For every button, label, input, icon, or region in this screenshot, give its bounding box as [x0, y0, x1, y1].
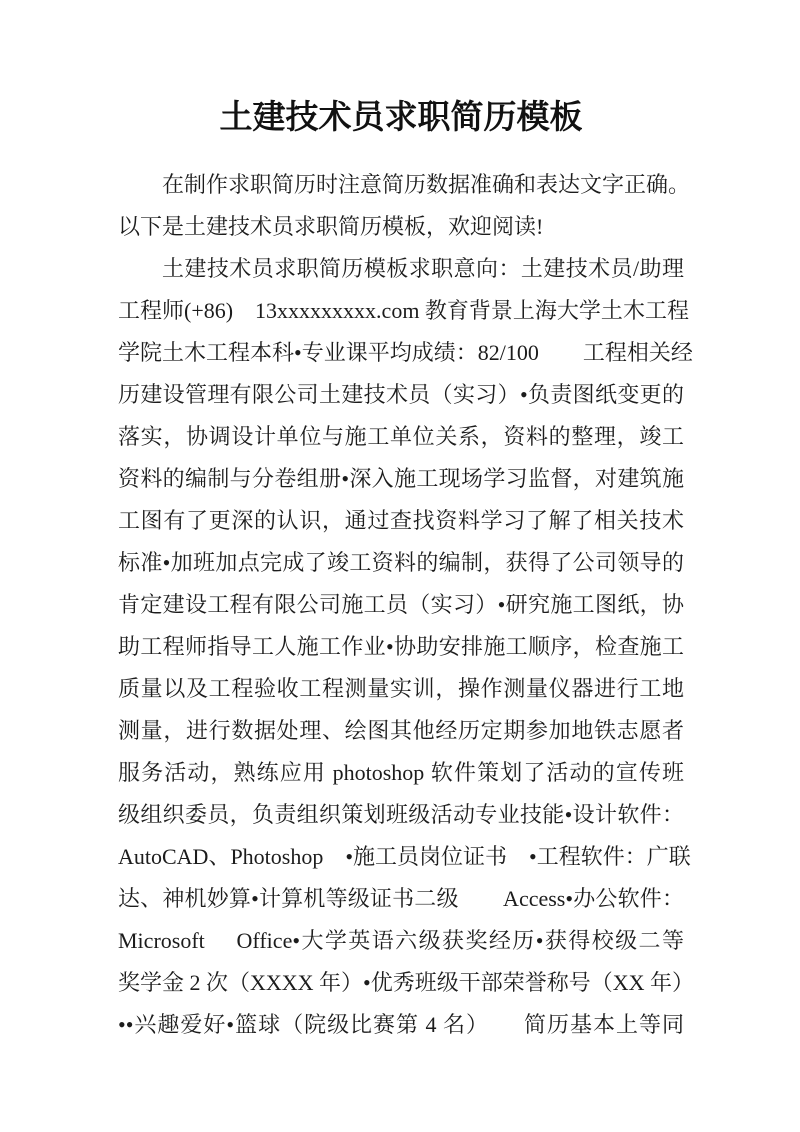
text-line: 工图有了更深的认识，通过查找资料学习了解了相关技术: [118, 508, 684, 533]
text-line: 达、神机妙算•计算机等级证书二级 Access•办公软件：: [118, 886, 684, 911]
document-body: [118, 164, 695, 1046]
text-line: 历建设管理有限公司土建技术员（实习）•负责图纸变更的: [118, 382, 684, 407]
paragraph-resume-content: [118, 248, 695, 1046]
text-line: 资料的编制与分卷组册•深入施工现场学习监督，对建筑施: [118, 466, 684, 491]
text-line: 学院土木工程本科•专业课平均成绩：82/100 工程相关经: [118, 340, 693, 365]
text-line: 助工程师指导工人施工作业•协助安排施工顺序，检查施工: [118, 634, 684, 659]
text-line: 级组织委员，负责组织策划班级活动专业技能•设计软件：: [118, 802, 684, 827]
text-line: AutoCAD、Photoshop •施工员岗位证书 •工程软件：广联: [118, 844, 691, 869]
paragraph-intro: [118, 164, 691, 248]
text-line: 服务活动，熟练应用 photoshop 软件策划了活动的宣传班: [118, 760, 684, 785]
text-line: 工程师(+86) 13xxxxxxxxx.com 教育背景上海大学土木工程: [118, 298, 689, 323]
text-line: 标准•加班加点完成了竣工资料的编制，获得了公司领导的: [118, 550, 684, 575]
text-line: 肯定建设工程有限公司施工员（实习）•研究施工图纸，协: [118, 592, 684, 617]
text-line: 质量以及工程验收工程测量实训，操作测量仪器进行工地: [118, 676, 684, 701]
text-line: 以下是土建技术员求职简历模板，欢迎阅读!: [118, 214, 544, 239]
text-line: 落实，协调设计单位与施工单位关系，资料的整理，竣工: [118, 424, 684, 449]
text-line: Microsoft Office•大学英语六级获奖经历•获得校级二等: [118, 928, 684, 953]
text-line: 在制作求职简历时注意简历数据准确和表达文字正确。: [162, 172, 691, 197]
document-title: 土建技术员求职简历模板: [219, 100, 583, 136]
text-line: 土建技术员求职简历模板求职意向：土建技术员/助理: [162, 256, 684, 281]
text-line: 奖学金 2 次（XXXX 年）•优秀班级干部荣誉称号（XX 年）: [118, 970, 695, 995]
text-line: 测量，进行数据处理、绘图其他经历定期参加地铁志愿者: [118, 718, 684, 743]
text-line: ••兴趣爱好•篮球（院级比赛第 4 名） 简历基本上等同: [118, 1012, 684, 1037]
